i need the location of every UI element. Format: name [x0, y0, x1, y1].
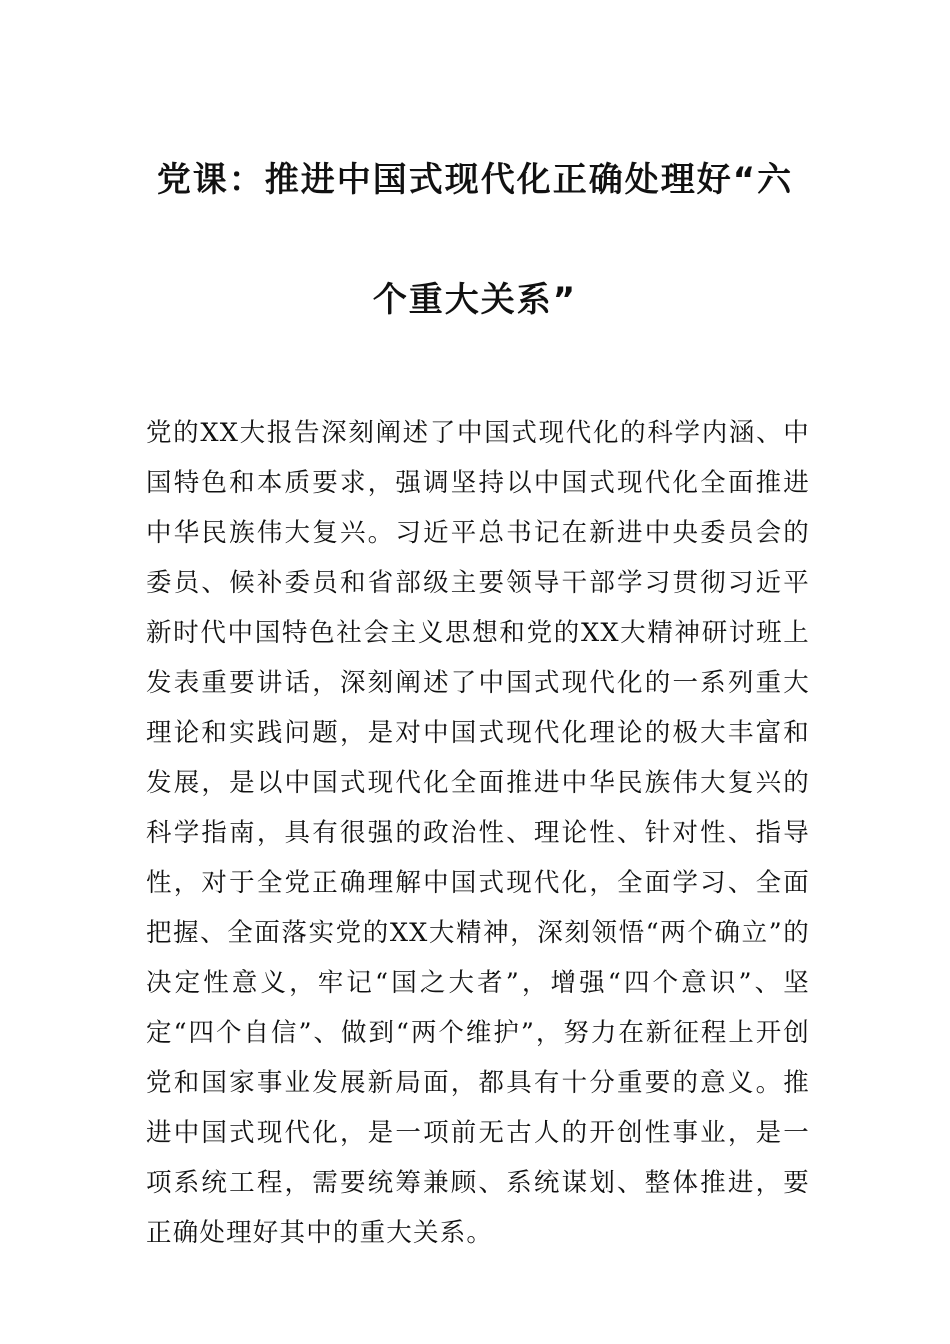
document-title-line-2: 个重大关系”: [372, 280, 578, 320]
body-paragraph: 党的XX大报告深刻阐述了中国式现代化的科学内涵、中国特色和本质要求，强调坚持以中国式现代化全面推进中华民族伟大复兴。习近平总书记在新进中央委员会的委员、候补委员和省部级主要领导干部学习贯彻习近平新时代中国特色社会主义思想和党的XX大精神研讨班上发表重要讲话，深刻阐述了中国式现代化的一系列重大理论和实践问题，是对中国式现代化理论的极大丰富和发展，是以中国式现代化全面推进中华民族伟大复兴的科学指南，具有很强的政治性、理论性、针对性、指导性，对于全党正确理解中国式现代化，全面学习、全面把握、全面落实党的XX大精神，深刻领悟“两个确立”的决定性意义，牢记“国之大者”，增强“四个意识”、坚定“四个自信”、做到“两个维护”，努力在新征程上开创党和国家事业发展新局面，都具有十分重要的意义。推进中国式现代化，是一项前无古人的开创性事业，是一项系统工程，需要统筹兼顾、系统谋划、整体推进，要正确处理好其中的重大关系。: [146, 418, 810, 1248]
document-title-line-1: 党课：推进中国式现代化正确处理好“六: [156, 160, 794, 200]
